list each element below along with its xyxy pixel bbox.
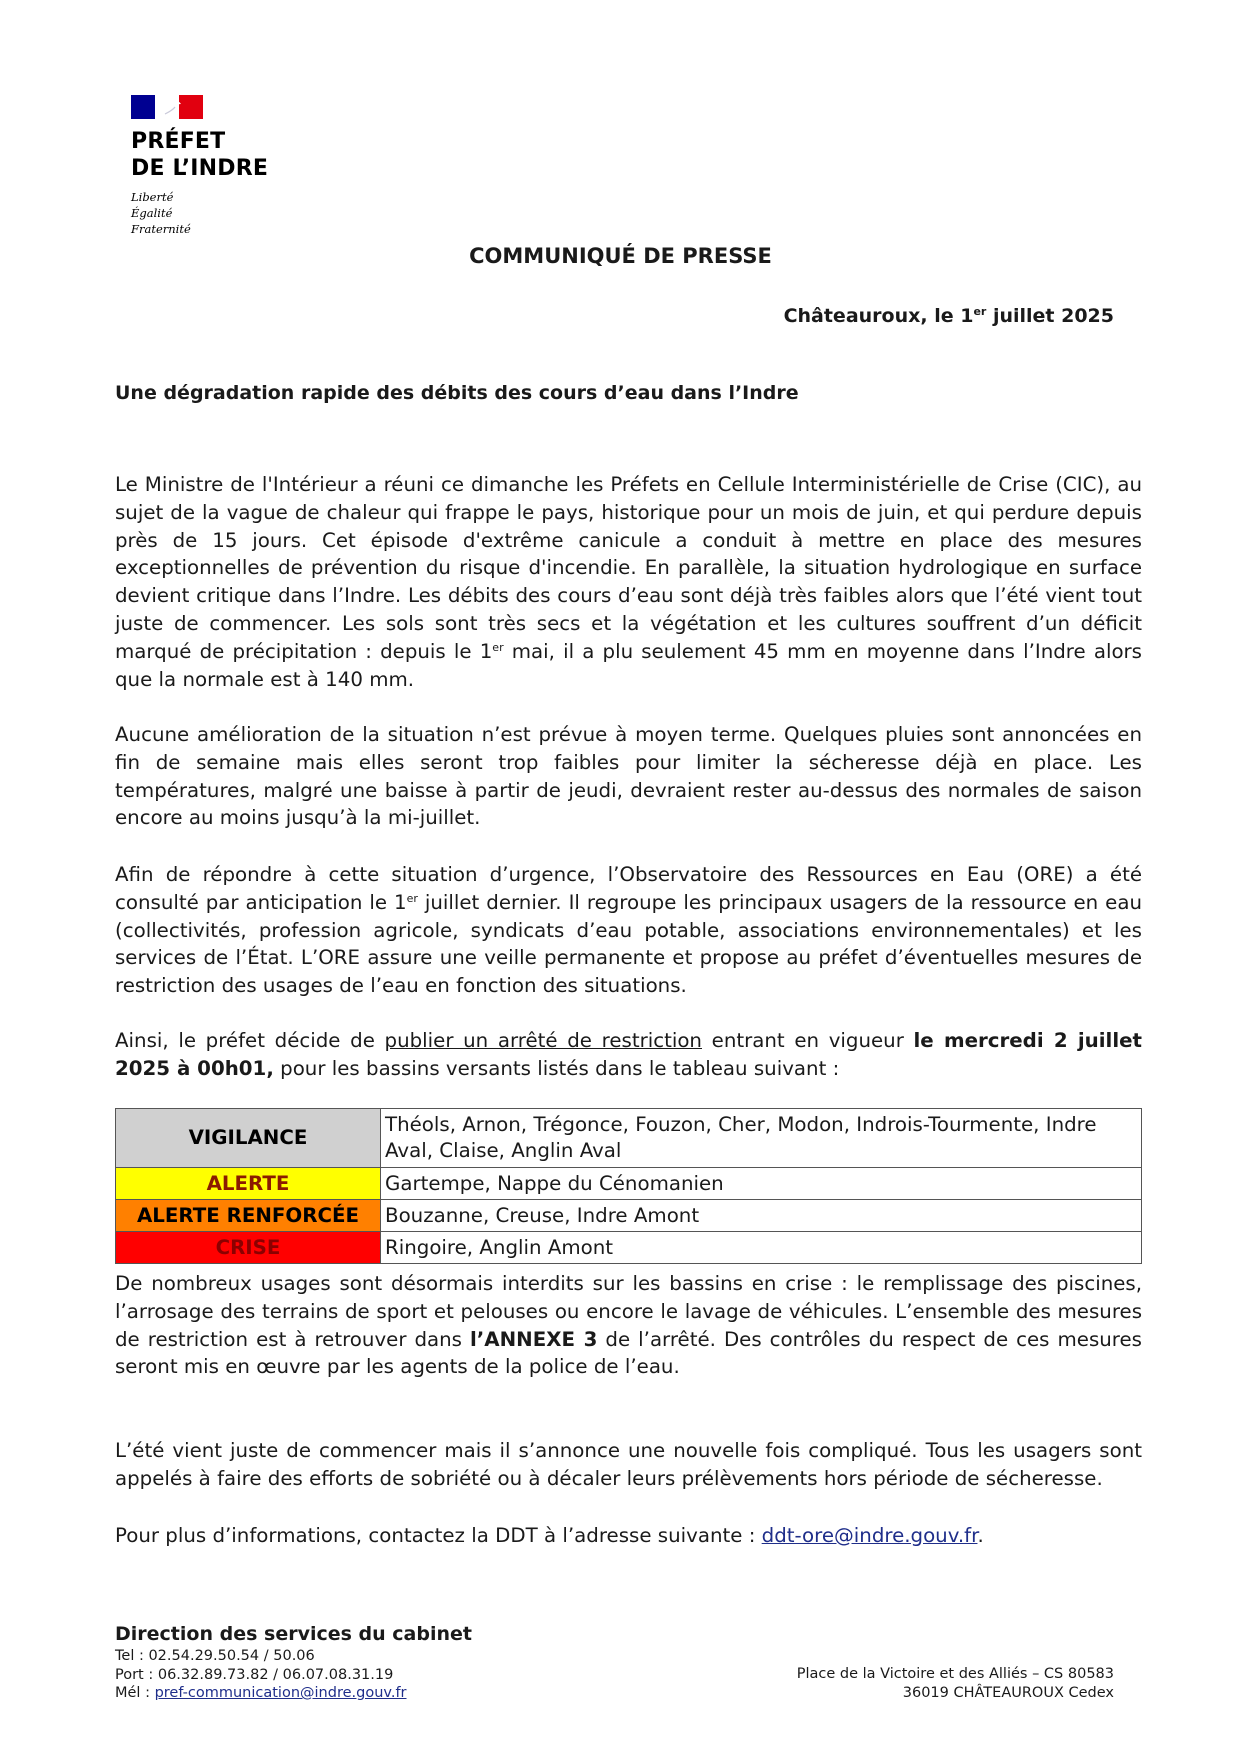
dateline-after: juillet 2025 xyxy=(986,305,1114,327)
level-cell-alerte: ALERTE xyxy=(116,1168,381,1200)
prefecture-name-line2: DE L’INDRE xyxy=(131,156,269,181)
p4-text-b: entrant en vigueur xyxy=(701,1029,914,1052)
footer-address-line2: 36019 CHÂTEAUROUX Cedex xyxy=(902,1684,1114,1701)
headline: Une dégradation rapide des débits des cours d’eau dans l’Indre xyxy=(115,382,799,404)
footer-direction: Direction des services du cabinet xyxy=(115,1623,472,1645)
p3-text-b: juillet dernier. Il regroupe les principaux usagers de la ressource en eau (collectivités, profession agricole, syndicats d’eau potable, associations environnementales) et les services de l’État. L’ORE assure une veille permanente et propose au préfet d’éventuelles mesures de restriction des usages de l’eau en fonction des situations. xyxy=(115,890,1142,998)
prefecture-name xyxy=(131,128,311,182)
prefecture-logo xyxy=(131,95,311,237)
paragraph-decree xyxy=(115,1027,1142,1083)
footer-port: Port : 06.32.89.73.82 / 06.07.08.31.19 xyxy=(115,1666,394,1683)
p4-text-c: pour les bassins versants listés dans le tableau suivant : xyxy=(273,1056,840,1080)
footer-address-line1: Place de la Victoire et des Alliés – CS 80583 xyxy=(796,1666,1114,1682)
basins-cell: Bouzanne, Creuse, Indre Amont xyxy=(381,1200,1142,1232)
marianne-icon xyxy=(151,95,185,119)
motto-egalite: Égalité xyxy=(131,206,173,220)
dateline xyxy=(784,305,1114,327)
footer-contact xyxy=(115,1621,472,1703)
level-cell-vigilance: VIGILANCE xyxy=(116,1109,381,1168)
p1-text-a: Le Ministre de l'Intérieur a réuni ce dimanche les Préfets en Cellule Interministérielle de Crise (CIC), au sujet de la vague de chaleur qui frappe le pays, historique pour un mois de juin, et qui perdure depuis près de 15 jours. Cet épisode d'extrême canicule a conduit à mettre en place des mesures exceptionnelles de prévention du risque d'incendie. En parallèle, la situation hydrologique en surface devient critique dans l’Indre. Les débits des cours d’eau sont déjà très faibles alors que l’été vient tout juste de commencer. Les sols sont très secs et la végétation et les cultures souffrent d’un déficit marqué de précipitation : depuis le 1 xyxy=(115,473,1142,663)
footer-mel-label: Mél : xyxy=(115,1685,155,1701)
decree-link[interactable]: publier un arrêté de restriction xyxy=(384,1029,702,1052)
p5-text-a: De nombreux usages sont désormais interdits sur les bassins en crise : le remplissage des piscines, l’arrosage des terrains de sport et pelouses ou encore le lavage de véhicules. L’ensemble des mesures de restriction est à retrouver dans xyxy=(115,1272,1142,1351)
level-cell-alerte-renforcee: ALERTE RENFORCÉE xyxy=(116,1200,381,1232)
paragraph-prohibitions xyxy=(115,1270,1142,1381)
p4-effective-date: le mercredi 2 juillet 2025 à 00h01, xyxy=(115,1029,1142,1080)
p7-text-a: Pour plus d’informations, contactez la DDT à l’adresse suivante : xyxy=(115,1524,762,1547)
dateline-sup: er xyxy=(973,305,987,318)
restriction-table xyxy=(115,1108,1142,1264)
paragraph-ore xyxy=(115,861,1142,1000)
table-row xyxy=(116,1109,1142,1168)
footer-tel: Tel : 02.54.29.50.54 / 50.06 xyxy=(115,1648,315,1664)
p3-sup: er xyxy=(406,891,418,905)
basins-cell: Gartempe, Nappe du Cénomanien xyxy=(381,1168,1142,1200)
p3-text-a: Afin de répondre à cette situation d’urgence, l’Observatoire des Ressources en Eau (ORE) a été consulté par anticipation le 1 xyxy=(115,863,1142,914)
footer-mel xyxy=(115,1684,472,1703)
p1-text-b: mai, il a plu seulement 45 mm en moyenne dans l’Indre alors que la normale est à 140 mm. xyxy=(115,639,1142,691)
paragraph-forecast: Aucune amélioration de la situation n’est prévue à moyen terme. Quelques pluies sont annoncées en fin de semaine mais elles seront trop faibles pour limiter la sécheresse déjà en place. Les températures, malgré une baisse à partir de jeudi, devraient rester au-dessus des normales de saison encore au moins jusqu’à la mi-juillet. xyxy=(115,723,1142,830)
prefecture-name-line1: PRÉFET xyxy=(131,129,226,154)
motto-liberte: Liberté xyxy=(131,190,174,204)
table-row xyxy=(116,1168,1142,1200)
document-title: COMMUNIQUÉ DE PRESSE xyxy=(469,244,772,268)
table-row xyxy=(116,1232,1142,1264)
ddt-email-link[interactable]: ddt-ore@indre.gouv.fr xyxy=(761,1524,978,1547)
basins-cell: Ringoire, Anglin Amont xyxy=(381,1232,1142,1264)
basins-cell: Théols, Arnon, Trégonce, Fouzon, Cher, Modon, Indrois-Tourmente, Indre Aval, Claise, Anglin Aval xyxy=(381,1109,1142,1168)
paragraph-context xyxy=(115,471,1142,693)
p5-annex: l’ANNEXE 3 xyxy=(470,1327,598,1351)
p7-text-b: . xyxy=(977,1524,984,1547)
republic-motto xyxy=(131,189,311,237)
paragraph-contact xyxy=(115,1522,1142,1550)
dateline-before: Châteauroux, le 1 xyxy=(783,305,974,327)
table-row xyxy=(116,1200,1142,1232)
motto-fraternite: Fraternité xyxy=(131,222,191,236)
pref-email-link[interactable]: pref-communication@indre.gouv.fr xyxy=(154,1685,407,1701)
footer-address xyxy=(797,1665,1114,1702)
p5-text-b: de l’arrêté. Des contrôles du respect de ces mesures seront mis en œuvre par les agents de la police de l’eau. xyxy=(115,1327,1142,1379)
p4-text-a: Ainsi, le préfet décide de xyxy=(115,1029,385,1052)
level-cell-crise: CRISE xyxy=(116,1232,381,1264)
p1-sup: er xyxy=(492,640,504,654)
paragraph-appeal: L’été vient juste de commencer mais il s’annonce une nouvelle fois compliqué. Tous les usagers sont appelés à faire des efforts de sobriété ou à décaler leurs prélèvements hors période de sécheresse. xyxy=(115,1439,1142,1490)
